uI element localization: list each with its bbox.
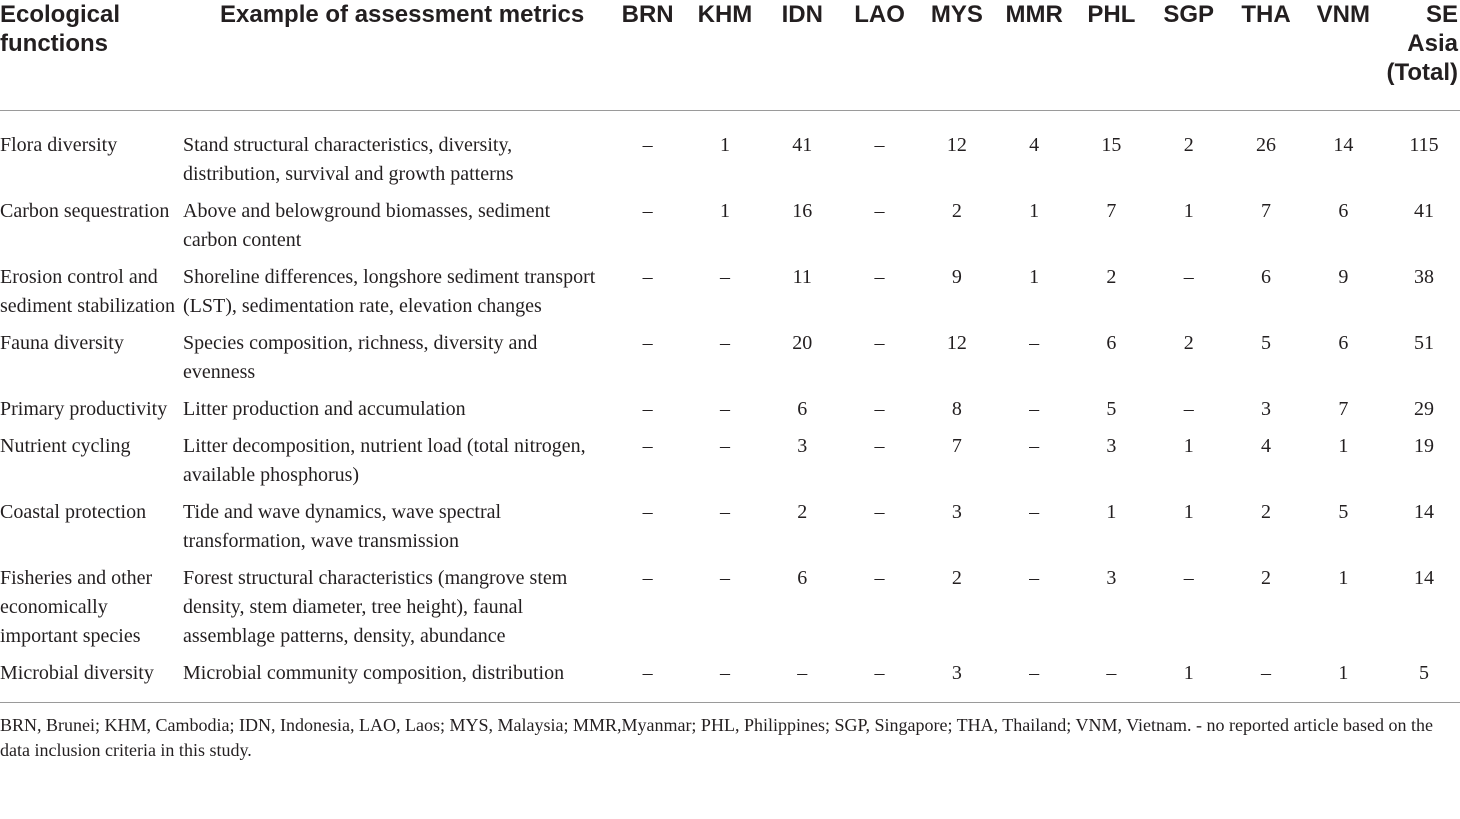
ecological-function-cell: Fisheries and other economically important species: [0, 567, 153, 647]
country-count-cell-lao: –: [874, 398, 885, 420]
country-count-cell-tha: 2: [1261, 501, 1272, 523]
table-row: [0, 263, 1460, 329]
header-country-sgp: SGP: [1150, 0, 1227, 111]
ecological-function-cell: Microbial diversity: [0, 659, 176, 703]
country-count-cell-tha: 5: [1261, 332, 1272, 354]
country-count-cell-mmr: –: [1029, 501, 1040, 523]
se-asia-total-cell: 19: [1413, 435, 1434, 457]
header-country-khm: KHM: [686, 0, 763, 111]
country-count-cell-lao: –: [874, 266, 885, 288]
country-count-cell-mmr: 1: [1029, 266, 1040, 288]
country-count-cell-mys: 7: [951, 435, 962, 457]
country-count-cell-khm: 1: [719, 200, 730, 222]
assessment-metrics-cell: Tide and wave dynamics, wave spectral transformation, wave transmission: [183, 501, 502, 552]
header-country-idn: IDN: [764, 0, 841, 111]
table-row: [0, 498, 1460, 564]
country-count-cell-vnm: 9: [1338, 266, 1349, 288]
assessment-metrics-cell: Litter production and accumulation: [183, 398, 466, 420]
table-row: [0, 432, 1460, 498]
country-count-cell-brn: –: [642, 266, 653, 288]
se-asia-total-cell: 41: [1413, 200, 1434, 222]
header-country-tha: THA: [1227, 0, 1304, 111]
country-count-cell-idn: –: [764, 659, 841, 703]
country-count-cell-brn: –: [642, 134, 653, 156]
country-count-cell-phl: 5: [1106, 398, 1117, 420]
country-count-cell-sgp: –: [1183, 266, 1194, 288]
header-country-brn: BRN: [609, 0, 686, 111]
country-count-cell-idn: 6: [797, 398, 808, 420]
se-asia-total-cell: 29: [1413, 398, 1434, 420]
country-count-cell-vnm: 1: [1338, 435, 1349, 457]
table-row: [0, 659, 1460, 703]
country-count-cell-khm: –: [719, 398, 730, 420]
country-count-cell-mmr: –: [1029, 567, 1040, 589]
country-count-cell-phl: 1: [1106, 501, 1117, 523]
country-count-cell-brn: –: [642, 332, 653, 354]
country-count-cell-mmr: 4: [1029, 134, 1040, 156]
country-count-cell-sgp: 1: [1183, 501, 1194, 523]
country-count-cell-mys: 2: [951, 200, 962, 222]
country-count-cell-mmr: –: [995, 659, 1072, 703]
country-count-cell-vnm: 5: [1338, 501, 1349, 523]
table-row: [0, 329, 1460, 395]
ecological-function-cell: Primary productivity: [0, 398, 168, 420]
country-count-cell-tha: –: [1227, 659, 1304, 703]
country-count-cell-phl: 6: [1106, 332, 1117, 354]
header-country-lao: LAO: [841, 0, 918, 111]
country-count-cell-khm: –: [719, 501, 730, 523]
country-count-cell-lao: –: [874, 332, 885, 354]
country-count-cell-idn: 6: [797, 567, 808, 589]
table-row: [0, 197, 1460, 263]
country-count-cell-mmr: 1: [1029, 200, 1040, 222]
country-count-cell-lao: –: [841, 659, 918, 703]
country-count-cell-khm: –: [719, 567, 730, 589]
assessment-metrics-cell: Microbial community composition, distribution: [176, 659, 609, 703]
country-count-cell-vnm: 1: [1305, 659, 1382, 703]
country-count-cell-vnm: 1: [1338, 567, 1349, 589]
country-count-cell-vnm: 7: [1338, 398, 1349, 420]
country-count-cell-phl: 7: [1106, 200, 1117, 222]
assessment-metrics-cell: Above and belowground biomasses, sediment carbon content: [183, 200, 551, 251]
header-country-vnm: VNM: [1305, 0, 1382, 111]
se-asia-total-cell: 51: [1413, 332, 1434, 354]
header-ecological-functions: Ecological functions: [0, 0, 176, 111]
country-count-cell-phl: 15: [1101, 134, 1122, 156]
country-count-cell-sgp: 2: [1183, 134, 1194, 156]
se-asia-total-cell: 38: [1413, 266, 1434, 288]
table-row: [0, 564, 1460, 659]
country-count-cell-brn: –: [642, 435, 653, 457]
assessment-metrics-cell: Shoreline differences, longshore sediment transport (LST), sedimentation rate, elevation changes: [183, 266, 596, 317]
ecological-function-cell: Erosion control and sediment stabilization: [0, 266, 175, 317]
country-count-cell-lao: –: [874, 134, 885, 156]
country-count-cell-brn: –: [642, 398, 653, 420]
country-count-cell-idn: 41: [792, 134, 813, 156]
se-asia-total-cell: 115: [1409, 134, 1439, 156]
country-count-cell-khm: –: [719, 266, 730, 288]
country-count-cell-sgp: 1: [1183, 200, 1194, 222]
country-count-cell-mmr: –: [1029, 332, 1040, 354]
country-count-cell-idn: 20: [792, 332, 813, 354]
ecological-function-cell: Fauna diversity: [0, 332, 124, 354]
country-count-cell-sgp: –: [1183, 398, 1194, 420]
country-count-cell-tha: 7: [1261, 200, 1272, 222]
table-row: [0, 111, 1460, 198]
country-count-cell-idn: 3: [797, 435, 808, 457]
country-count-cell-brn: –: [642, 501, 653, 523]
country-count-cell-mys: 2: [951, 567, 962, 589]
table-row: [0, 395, 1460, 432]
country-count-cell-sgp: 2: [1183, 332, 1194, 354]
country-count-cell-khm: –: [719, 435, 730, 457]
ecological-function-cell: Flora diversity: [0, 134, 118, 156]
assessment-metrics-cell: Forest structural characteristics (mangrove stem density, stem diameter, tree height), faunal assemblage patterns, density, abundance: [183, 567, 568, 647]
assessment-metrics-cell: Species composition, richness, diversity and evenness: [183, 332, 538, 383]
ecological-function-cell: Nutrient cycling: [0, 435, 131, 457]
se-asia-total-cell: 14: [1413, 567, 1434, 589]
header-assessment-metrics: Example of assessment metrics: [176, 0, 609, 111]
country-count-cell-mmr: –: [1029, 435, 1040, 457]
country-count-cell-mys: 3: [918, 659, 995, 703]
header-country-mys: MYS: [918, 0, 995, 111]
header-country-mmr: MMR: [995, 0, 1072, 111]
country-count-cell-tha: 4: [1261, 435, 1272, 457]
country-count-cell-mys: 3: [951, 501, 962, 523]
country-count-cell-lao: –: [874, 200, 885, 222]
country-count-cell-lao: –: [874, 501, 885, 523]
country-count-cell-mys: 8: [951, 398, 962, 420]
assessment-metrics-cell: Litter decomposition, nutrient load (total nitrogen, available phosphorus): [183, 435, 586, 486]
country-count-cell-sgp: 1: [1150, 659, 1227, 703]
table-body: [0, 111, 1460, 703]
header-country-phl: PHL: [1073, 0, 1150, 111]
country-count-cell-tha: 3: [1261, 398, 1272, 420]
country-count-cell-brn: –: [642, 567, 653, 589]
country-count-cell-sgp: –: [1183, 567, 1194, 589]
country-count-cell-tha: 2: [1261, 567, 1272, 589]
country-count-cell-sgp: 1: [1183, 435, 1194, 457]
country-count-cell-tha: 6: [1261, 266, 1272, 288]
country-count-cell-idn: 16: [792, 200, 813, 222]
country-count-cell-phl: 2: [1106, 266, 1117, 288]
se-asia-total-cell: 5: [1382, 659, 1460, 703]
country-count-cell-mys: 12: [946, 332, 967, 354]
country-count-cell-idn: 2: [797, 501, 808, 523]
country-count-cell-phl: 3: [1106, 567, 1117, 589]
ecological-function-cell: Coastal protection: [0, 501, 147, 523]
country-count-cell-brn: –: [642, 200, 653, 222]
country-count-cell-vnm: 14: [1333, 134, 1354, 156]
country-count-cell-vnm: 6: [1338, 200, 1349, 222]
country-count-cell-brn: –: [609, 659, 686, 703]
country-count-cell-phl: 3: [1106, 435, 1117, 457]
country-count-cell-lao: –: [874, 435, 885, 457]
country-count-cell-mmr: –: [1029, 398, 1040, 420]
country-count-cell-phl: –: [1073, 659, 1150, 703]
country-count-cell-mys: 12: [946, 134, 967, 156]
table-footnote: BRN, Brunei; KHM, Cambodia; IDN, Indonesia, LAO, Laos; MYS, Malaysia; MMR,Myanmar; PHL, Philippines; SGP, Singapore; THA, Thailand; VNM, Vietnam. - no reported article based on the data inclusion criteria in this study.: [0, 715, 1433, 760]
country-count-cell-khm: 1: [719, 134, 730, 156]
se-asia-total-cell: 14: [1413, 501, 1434, 523]
country-count-cell-lao: –: [874, 567, 885, 589]
header-se-asia-total: SE Asia (Total): [1382, 0, 1460, 111]
country-count-cell-vnm: 6: [1338, 332, 1349, 354]
country-count-cell-mys: 9: [951, 266, 962, 288]
header-row: [0, 0, 1460, 111]
ecological-function-cell: Carbon sequestration: [0, 200, 170, 222]
assessment-metrics-cell: Stand structural characteristics, diversity, distribution, survival and growth patterns: [183, 134, 514, 185]
country-count-cell-khm: –: [719, 332, 730, 354]
country-count-cell-khm: –: [686, 659, 763, 703]
country-count-cell-tha: 26: [1256, 134, 1277, 156]
country-count-cell-idn: 11: [792, 266, 812, 288]
